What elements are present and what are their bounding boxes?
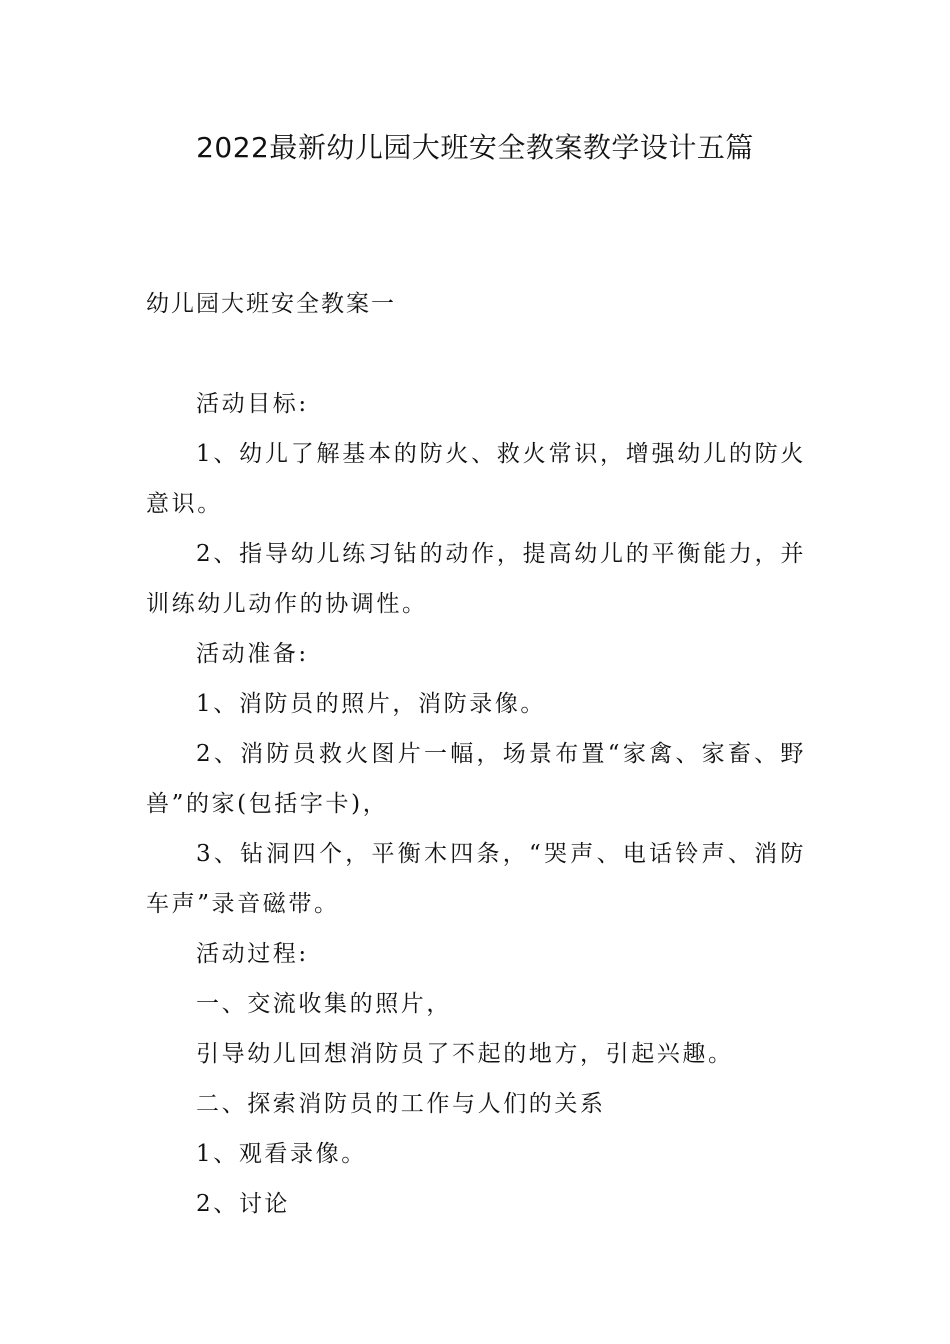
document-body <box>146 379 806 1229</box>
paragraph-preparation-3: 3、钻洞四个，平衡木四条，“哭声、电话铃声、消防车声”录音磁带。 <box>146 841 806 917</box>
paragraph-process-step-2-item-1: 1、观看录像。 <box>196 1141 367 1167</box>
paragraph-preparation-1: 1、消防员的照片，消防录像。 <box>196 691 547 717</box>
section-heading: 幼儿园大班安全教案一 <box>146 291 396 317</box>
paragraph-process-step-1-detail: 引导幼儿回想消防员了不起的地方，引起兴趣。 <box>196 1041 734 1067</box>
paragraph-process-step-2-item-2: 2、讨论 <box>196 1191 291 1217</box>
paragraph-process-step-2: 二、探索消防员的工作与人们的关系 <box>196 1091 606 1117</box>
paragraph-preparation-heading: 活动准备: <box>196 641 309 667</box>
paragraph-preparation-2: 2、消防员救火图片一幅，场景布置“家禽、家畜、野兽”的家(包括字卡)， <box>146 741 806 817</box>
paragraph-process-step-1: 一、交流收集的照片， <box>196 991 452 1017</box>
paragraph-objectives-heading: 活动目标: <box>196 391 309 417</box>
paragraph-objective-2: 2、指导幼儿练习钻的动作，提高幼儿的平衡能力，并训练幼儿动作的协调性。 <box>146 541 806 617</box>
document-title: 2022最新幼儿园大班安全教案教学设计五篇 <box>196 131 754 164</box>
paragraph-objective-1: 1、幼儿了解基本的防火、救火常识，增强幼儿的防火意识。 <box>146 441 806 517</box>
paragraph-process-heading: 活动过程: <box>196 941 309 967</box>
